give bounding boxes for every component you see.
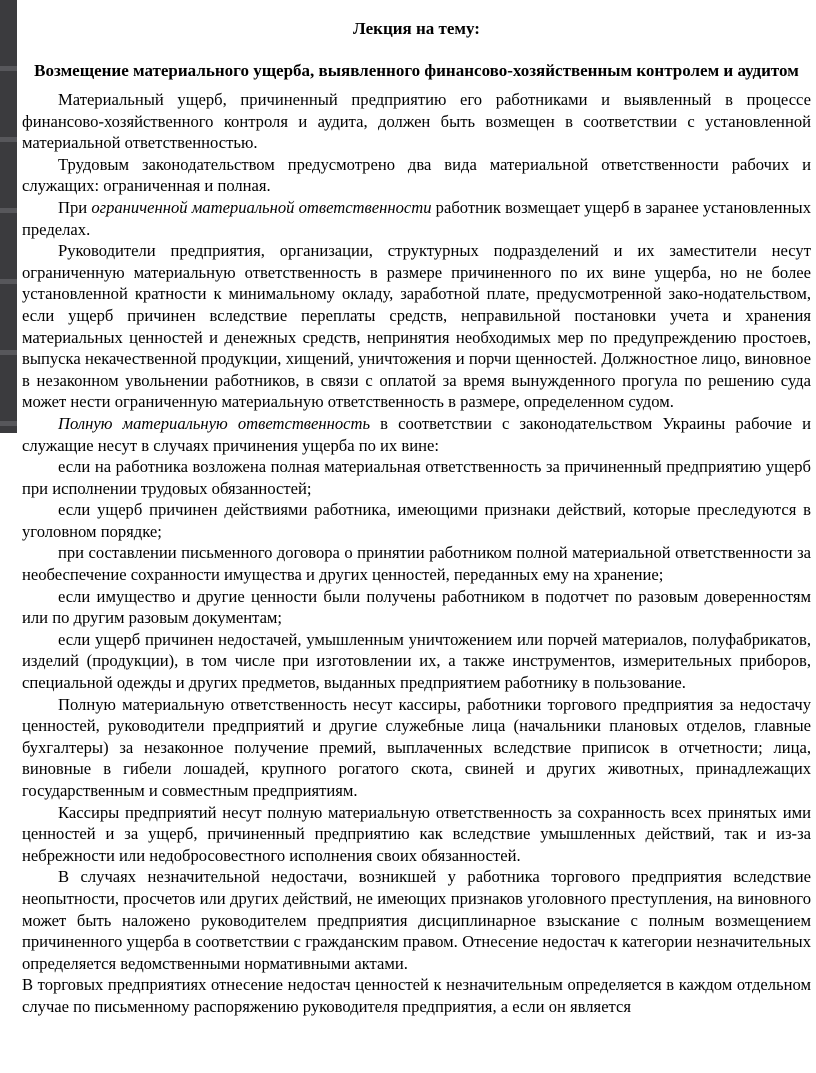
paragraph-case-full-liability: если на работника возложена полная материальная ответственность за причиненный предприятию ущерб при исполнении трудовых обязанностей; [22, 457, 811, 498]
lecture-title: Лекция на тему: [353, 19, 480, 38]
paragraph-italic-term: Полную материальную ответственность [58, 413, 371, 433]
paragraph-text: в соответствии с законодательством Украины рабочие и служащие несут в случаях причинения ущерба по их вине: [22, 413, 811, 455]
paragraph-trade-enterprises: В торговых предприятиях отнесение недостач ценностей к незначительным определяется в каждом отдельном случае по письменному распоряжению руководителя предприятия, а если он является [22, 975, 811, 1016]
paragraph-case-shortage-damage: если ущерб причинен недостачей, умышленным уничтожением или порчей материалов, полуфабрикатов, изделий (продукции), в том числе при изготовлении их, а также инструментов, измерительных приборов, специальной одежды и других предметов, выданных предприятием работнику в пользование. [22, 629, 811, 693]
paragraph-case-written-contract: при составлении письменного договора о принятии работником полной материальной ответственности за необеспечение сохранности имущества и других ценностей, переданных ему на хранение; [22, 543, 811, 585]
paragraph-case-one-time-documents: если имущество и другие ценности были получены работником в подотчет по разовым доверенностям или по другим разовым документам; [22, 586, 811, 628]
paragraph-limited-liability [22, 197, 811, 240]
paragraph-cashiers-responsibility: Кассиры предприятий несут полную материальную ответственность за сохранность всех принятых ими ценностей и за ущерб, причиненный предприятию как вследствие умышленных действий, так и из-за небрежности или недобросовестного исполнения своих обязанностей. [22, 802, 811, 865]
paragraph-text: работник возмещает ущерб в заранее установленных пределах. [22, 197, 811, 239]
lecture-heading: Возмещение материального ущерба, выявленного финансово-хозяйственным контролем и аудитом [34, 61, 799, 80]
paragraph-case-criminal-acts: если ущерб причинен действиями работника, имеющими признаки действий, которые преследуются в уголовном порядке; [22, 500, 811, 541]
paragraph-cashiers-trade-workers: Полную материальную ответственность несут кассиры, работники торгового предприятия за недостачу ценностей, руководители предприятий и другие служебные лица (начальники плановых отделов, главные бухгалтеры) за незаконное получение премий, выплаченных вследствие приписок в отчетности; лица, виновные в гибели лошадей, крупного рогатого скота, свиней и других животных, принадлежащих государственным и совместным предприятиям. [22, 694, 811, 800]
paragraph-two-types-liability: Трудовым законодательством предусмотрено два вида материальной ответственности рабочих и служащих: ограниченная и полная. [22, 154, 811, 196]
paragraph-material-damage: Материальный ущерб, причиненный предприятию его работниками и выявленный в процессе финансово-хозяйственного контроля и аудита, должен быть возмещен в соответствии с установленной материальной ответственностью. [22, 90, 811, 153]
paragraph-minor-shortage: В случаях незначительной недостачи, возникшей у работника торгового предприятия вследствие неопытности, просчетов или других действий, не имеющих признаков уголовного преступления, на виновного может быть наложено руководителем предприятия дисциплинарное взыскание с полным возмещением причиненного ущерба в соответствии с гражданским правом. Отнесение недостач к категории незначительных определяется ведомственными нормативными актами. [22, 867, 811, 973]
paragraph-full-liability-intro [22, 413, 811, 456]
paragraph-managers-liability: Руководители предприятия, организации, структурных подразделений и их заместители несут ограниченную материальную ответственность в размере причиненного по их вине ущерба, но не более установленной кратности к минимальному окладу, заработной плате, предусмотренной зако-нодательством, если ущерб причинен вследствие переплаты средств, неправильной постановки учета и хранения материальных ценностей и денежных средств, непринятия необходимых мер по предупреждению простоев, выпуска некачественной продукции, хищений, уничтожения и порчи щенностей. Должностное лицо, виновное в незаконном увольнении работников, в связи с оплатой за время вынужденного прогула по решению суда может нести ограниченную материальную ответственность в размере, определенном судом. [22, 241, 811, 412]
paragraph-text: При [58, 197, 92, 217]
paragraph-italic-term: ограниченной материальной ответственности [91, 197, 432, 217]
